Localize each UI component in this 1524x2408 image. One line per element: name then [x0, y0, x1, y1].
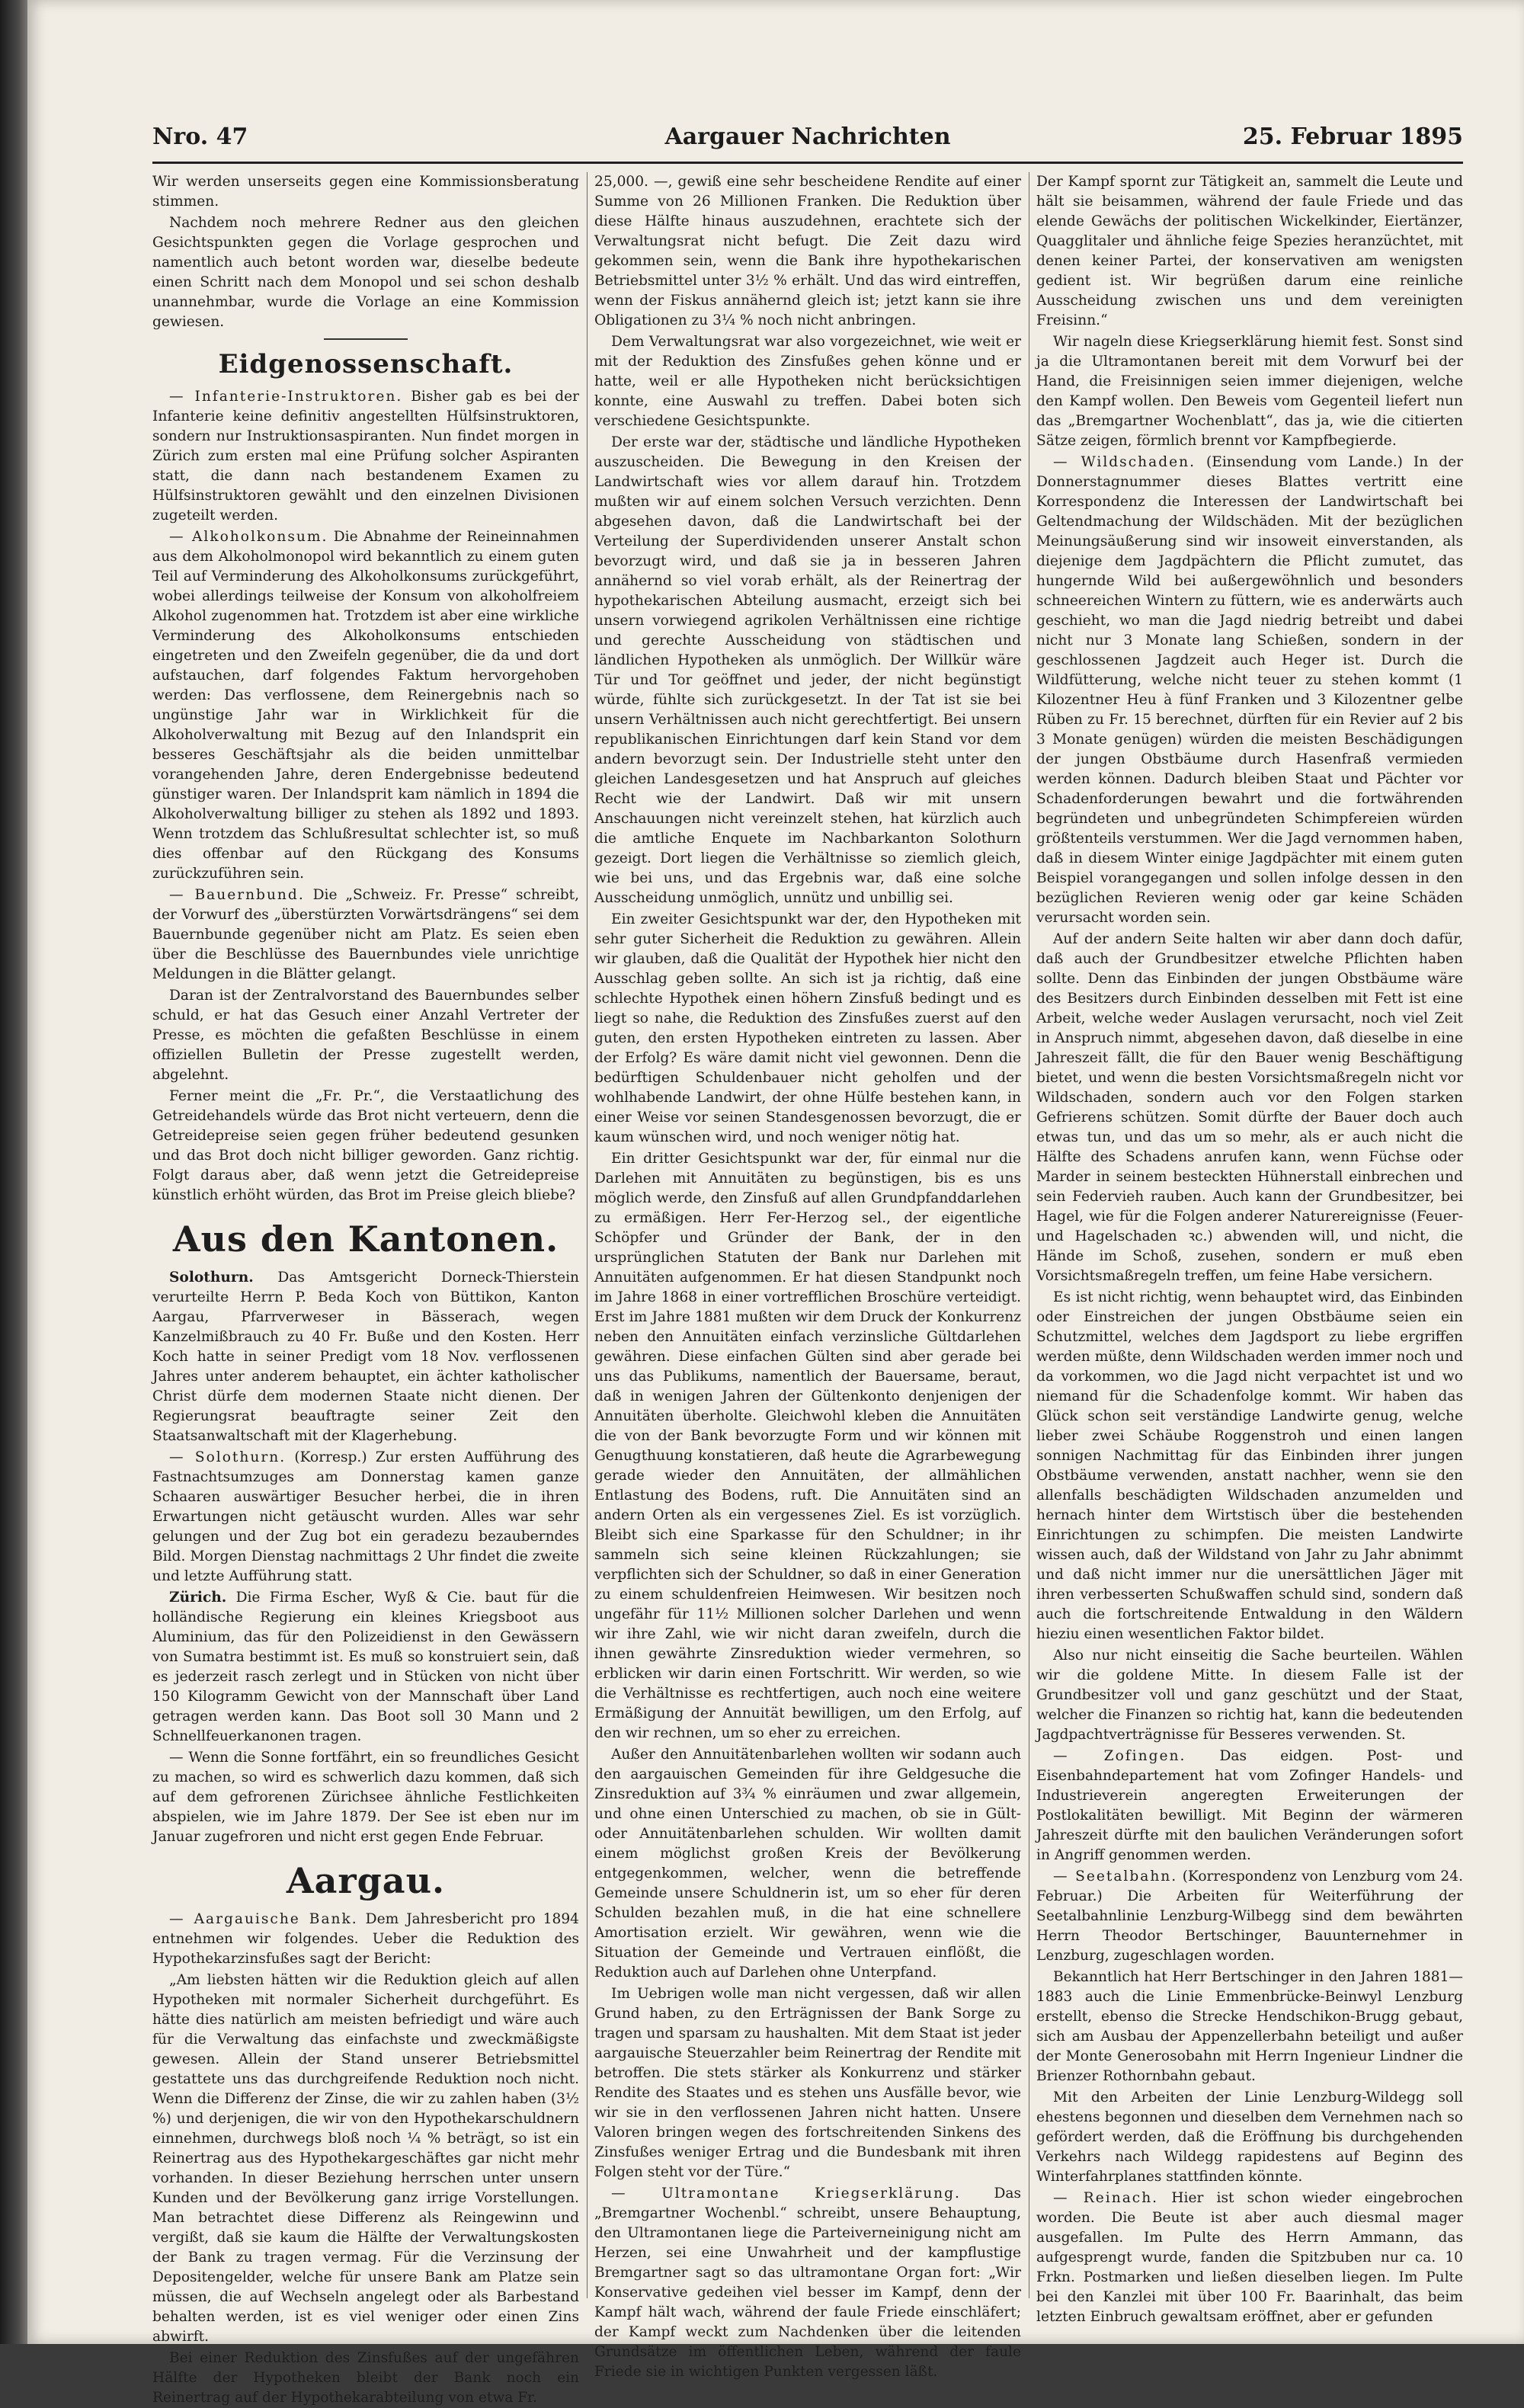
section-heading-aargau: Aargau. — [286, 1860, 446, 1901]
article-text: (Einsendung vom Lande.) In der Donnerstagnummer dieses Blattes vertritt eine Korrespondenz die Interessen der Landwirtschaft bei Geltendmachung der Wildschäden. Mit der bezüglichen Meinungsäußerung sind wir insoweit einverstanden, als diejenige dem Jagdpächtern die Pflicht zumutet, das hungernde Wild bei außergewöhnlich und besonders schneereichen Wintern zu füttern, wie es anderwärts auch geschieht, wo man die Jagd niedrig betreibt und dabei nicht nur 3 Monate lang Schießen, sondern in der geschlossenen Jagdzeit auch Heger ist. Durch die Wildfütterung, welche nicht teuer zu stehen kommt (1 Kilozentner Heu à fünf Franken und 3 Kilozentner gelbe Rüben zu Fr. 15 berechnet, dürften für ein Revier auf 2 bis 3 Monate genügen) würden die meisten Beschädigungen der jungen Obstbäume durch Hasenfraß vermieden werden können. Dadurch bleiben Staat und Pächter vor Schadenforderungen bewahrt und die fortwährenden begründeten und unbegründeten Schimpfereien würden größtenteils verstummen. Wer die Jagd vernommen haben, daß in diesem Winter einige Jagdpächter mit einem guten Beispiel vorangegangen und sollen infolge dessen in den bezüglichen Revieren wenig oder gar keine Schäden verursacht worden sein. — [1036, 454, 1463, 926]
article-paragraph: Nachdem noch mehrere Redner aus den gleichen Gesichtspunkten gegen die Vorlage gesprochen und namentlich auch betont worden war, dieselbe bedeute einen Schritt nach dem Monopol und sei schon deshalb unannehmbar, wurde die Vorlage an eine Kommission gewiesen. — [152, 215, 579, 330]
column-2 — [594, 172, 1021, 2380]
article-lead: — Ultramontane Kriegserklärung. — [611, 2185, 961, 2201]
article-paragraph: Wir werden unserseits gegen eine Kommissionsberatung stimmen. — [152, 174, 579, 210]
article-lead: — Zofingen. — [1053, 1748, 1186, 1764]
article-paragraph — [1036, 1747, 1463, 1865]
article-lead: — Solothurn. — [169, 1449, 287, 1465]
article-paragraph: „Am liebsten hätten wir die Reduktion gleich auf allen Hypotheken mit normaler Sicherheit durchgeführt. Es hätte dies natürlich am meisten befriedigt und wäre auch für die Verwaltung das einfachste und zweckmäßigste gewesen. Allein der Stand unserer Betriebsmittel gestattete uns das durchgreifende Reduktion noch nicht. Wenn die Differenz der Zinse, die wir zu zahlen haben (3½ %) und derjenigen, die wir von den Hypothekarschuldnern einnehmen, durchwegs bloß noch ¼ % beträgt, so ist ein Reinertrag aus des Hypothekargeschäftes gar nicht mehr vorhanden. In dieser Beziehung herrschen unter unsern Kunden und der Bevölkerung ganz irrige Vorstellungen. Man betrachtet diese Differenz als Reingewinn und vergißt, daß sie kaum die Hälfte der Verwaltungskosten der Bank zu tragen vermag. Für die Verzinsung der Depositengelder, welche für unsere Bank am Platze sein müssen, die auf Wechseln angelegt oder als Barbestand behalten werden, ist es viel weniger oder einen Zins abwirft. — [152, 1972, 579, 2345]
article-paragraph: Der erste war der, städtische und ländliche Hypotheken auszuscheiden. Die Bewegung in den Kreisen der Landwirtschaft wies vor allem darauf hin. Trotzdem mußten wir auf einem solchen Versuch verzichten. Denn abgesehen davon, daß die Landwirtschaft bei der Verteilung der Superdividenden unserer Anstalt schon bevorzugt wird, und daß sie ja in besseren Jahren annähernd so viel vorab erhält, als der Reinertrag der hypothekarischen Abteilung ausmacht, erzeigt sich bei unsern vorwiegend agrikolen Verhältnissen eine richtige und gerechte Ausscheidung von städtischen und ländlichen Hypotheken als unmöglich. Der Willkür wäre Tür und Tor geöffnet und jeder, der nicht begünstigt würde, fühlte sich zurückgesetzt. In der Tat ist sie bei unsern Verhältnissen auch nicht gerechtfertigt. Bei unsern republikanischen Einrichtungen darf kein Stand vor dem andern bevorzugt sein. Der Industrielle steht unter den gleichen Landesgesetzen und hat Anspruch auf gleiches Recht wie der Landwirt. Daß wir mit unsern Anschauungen nicht vereinzelt stehen, hat kürzlich auch die amtliche Enquete im Nachbarkanton Solothurn gezeigt. Dort liegen die Verhältnisse so ziemlich gleich, wie bei uns, und das Ergebnis war, daß eine solche Ausscheidung unmöglich, unnütz und unbillig sei. — [594, 434, 1021, 906]
article-paragraph: Ferner meint die „Fr. Pr.“, die Verstaatlichung des Getreidehandels würde das Brot nicht verteuern, denn die Getreidepreise seien gegen früher bedeutend gesunken und das Brot doch nicht billiger geworden. Ganz richtig. Folgt daraus aber, daß wenn jetzt die Getreidepreise künstlich erhöht würden, das Brot im Preise gleich bliebe? — [152, 1088, 579, 1203]
article-paragraph — [152, 1268, 579, 1446]
article-lead: — Bauernbund. — [169, 887, 305, 903]
article-lead: — Aargauische Bank. — [169, 1911, 358, 1927]
column-3 — [1036, 172, 1463, 2325]
article-text: Das eidgen. Post- und Eisenbahndepartement hat vom Zofinger Handels- und Industrieverein angeregten Erweiterungen der Postlokalitäten bewilligt. Mit Beginn der wärmeren Jahreszeit dürfte mit den baulichen Veränderungen sofort in Angriff genommen werden. — [1036, 1748, 1463, 1863]
issue-number: Nro. 47 — [152, 123, 248, 150]
article-paragraph: Ein dritter Gesichtspunkt war der, für einmal nur die Darlehen mit Annuitäten zu begünstigen, bis es uns möglich werde, den Zinsfuß auf allen Grundpfanddarlehen zu ermäßigen. Herr Fer-Herzog sel., der eigentliche Schöpfer und Gründer der Bank, der in den ursprünglichen Statuten der Bank nur Darlehen mit Annuitäten aufgenommen. Er hat diesen Standpunkt noch im Jahre 1868 in einer vortrefflichen Broschüre verteidigt. Erst im Jahre 1881 mußten wir dem Druck der Konkurrenz neben den Annuitäten einfach verzinsliche Gültdarlehen gewähren. Diese einfachen Gülten sind aber gerade bei uns das Publikums, namentlich der Bauersame, beraut, daß in wenigen Jahren der Gültenkonto denjenigen der Annuitäten überholte. Gleichwohl kleben die Annuitäten die von der Bank bevorzugte Form und wir können mit Genugthuung konstatieren, daß heute die Agrarbewegung gerade wieder den Annuitäten, der allmählichen Entlastung des Bodens, ruft. Die Annuitäten sind an andern Orten als ein vergessenes Ziel. Es ist vorzüglich. Bleibt sich eine Sparkasse für den Schuldner; in ihr sammeln sich seine kleinen Rückzahlungen; sie verpflichten sich der Schuldner, so daß in einer Generation zu einem schuldenfreien Heimwesen. Wir besitzen noch ungefähr für 11½ Millionen solcher Darlehen und wenn wir ihre Zahl, wie wir nicht daran zweifeln, durch die ihnen gewährte Zinsreduktion wieder vermehren, so erblicken wir darin einen Fortschritt. Wir werden, so wie die Verhältnisse es rechtfertigen, auch noch eine weitere Ermäßigung der Annuität bewilligen, um den Erfolg, auf den wir rechnen, um so eher zu erreichen. — [594, 1151, 1021, 1741]
article-text: Das „Bremgartner Wochenbl.“ schreibt, unsere Behauptung, den Ultramontanen liege die Parteiverneinigung nicht am Herzen, sei eine Unwahrheit und der kampflustige Bremgartner sagt so das ultramontane Organ fort: „Wir Konservative gedeihen viel besser im Kampf, denn der Kampf hält wach, während der faule Friede einschläfert; der Kampf weckt zum Nachdenken über die leitenden Grundsätze im öffentlichen Leben, während der faule Friede sie in wichtigen Punkten vergessen läßt. — [594, 2185, 1021, 2380]
article-paragraph — [152, 527, 579, 884]
article-paragraph: Bekanntlich hat Herr Bertschinger in den Jahren 1881—1883 auch die Linie Emmenbrücke-Beinwyl Lenzburg erstellt, ebenso die Strecke Hendschikon-Brugg gebaut, sich am Ausbau der Appenzellerbahn beteiligt und außer der Monte Generosobahn mit Herrn Ingenieur Lindner die Brienzer Rothornbahn gebaut. — [1036, 1969, 1463, 2084]
article-paragraph — [152, 885, 579, 985]
article-paragraph — [1036, 2189, 1463, 2327]
article-paragraph: Bei einer Reduktion des Zinsfußes auf der ungefähren Hälfte der Hypotheken bleibt der Bank noch ein Reinertrag auf der Hypothekarabteilung von etwa Fr. — [152, 2350, 579, 2406]
article-lead: — Wildschaden. — [1053, 454, 1196, 470]
article-text: (Korrespondenz von Lenzburg vom 24. Februar.) Die Arbeiten für Weiterführung der Seetalbahnlinie Lenzburg-Wilbegg sind dem bewährten Herrn Theodor Bertschinger, Bauunternehmer in Lenzburg, zugeschlagen worden. — [1036, 1868, 1463, 1964]
article-paragraph: Ein zweiter Gesichtspunkt war der, den Hypotheken mit sehr guter Sicherheit die Reduktion zu gewähren. Allein wir glauben, daß die Qualität der Hypothek hier nicht den Ausschlag geben sollte. An sich ist ja richtig, daß eine schlechte Hypothek einen höhern Zinsfuß bedingt und es liegt so nahe, die Reduktion des Zinsfußes zuerst auf den guten, den ersten Hypotheken eintreten zu lassen. Aber der Erfolg? Es wäre damit nicht viel gewonnen. Denn die bedürftigen Schuldenbauer nicht geholfen und der wohlhabende Landwirt, der ohne Hülfe bestehen kann, in einer Weise vor seinen Standesgenossen bevorzugt, die er kaum wünschen wird, und noch weniger nötig hat. — [594, 911, 1021, 1145]
article-text: Das Amtsgericht Dorneck-Thierstein verurteilte Herrn P. Beda Koch von Büttikon, Kanton Aargau, Pfarrverweser in Bässerach, wegen Kanzelmißbrauch zu 40 Fr. Buße und den Kosten. Herr Koch hatte in seiner Predigt vom 18 Nov. verflossenen Jahres unter anderem behauptet, ein ächter katholischer Christ dürfe dem modernen Staate nicht dienen. Der Regierungsrat beauftragte seiner Zeit den Staatsanwaltschaft mit der Klagerhebung. — [152, 1270, 579, 1444]
article-paragraph: Außer den Annuitätenbarlehen wollten wir sodann auch den aargauischen Gemeinden für ihre Geldgesuche die Zinsreduktion auf 3¾ % einräumen und zwar allgemein, und ohne einen Unterschied zu machen, ob sie in Gült- oder Annuitätenbarlehen schulden. Wir wollten damit einem möglichst großen Kreis der Bevölkerung entgegenkommen, welcher, wenn die betreffende Gemeinde unsere Schuldnerin ist, um so eher für deren Schulden bezahlen muß, in die hat eine schnellere Amortisation erzielt. Wir gewähren, wenn wie die Situation der Gemeinde und Vertrauen einflößt, die Reduktion auch auf Darlehen ohne Unterpfand. — [594, 1747, 1021, 1981]
article-paragraph — [152, 1588, 579, 1747]
article-paragraph — [152, 1910, 579, 1969]
issue-date: 25. Februar 1895 — [1242, 123, 1463, 150]
article-paragraph — [594, 2184, 1021, 2382]
article-paragraph: Dem Verwaltungsrat war also vorgezeichnet, wie weit er mit der Reduktion des Zinsfußes gehen könne und er hatte, weil er alle Hypotheken nicht berücksichtigen konnte, eine Auswahl zu treffen. Dabei boten sich verschiedene Gesichtspunkte. — [594, 334, 1021, 429]
column-divider — [587, 172, 588, 2298]
masthead-title: Aargauer Nachrichten — [664, 123, 951, 150]
article-paragraph: — Wenn die Sonne fortfährt, ein so freundliches Gesicht zu machen, so wird es schwerlich dazu kommen, daß sich auf dem gefrorenen Zürichsee ähnliche Festlichkeiten abspielen, wie im Jahre 1879. Der See ist eben nur im Januar zugefroren und nicht erst gegen Ende Februar. — [152, 1750, 579, 1845]
article-text: Die Abnahme der Reineinnahmen aus dem Alkoholmonopol wird bekanntlich zu einem guten Teil auf Verminderung des Alkoholkonsums zurückgeführt, wobei allerdings teilweise der Konsum von alkoholfreiem Alkohol zugenommen hat. Trotzdem ist aber eine wirkliche Verminderung des Alkoholkonsums entschieden eingetreten und den Zweifeln gegenüber, die da und dort aufstauchen, darf folgendes Faktum hervorgehoben werden: Das verflossene, dem Reinergebnis nach so ungünstige Jahr war in Wirklichkeit für die Alkoholverwaltung mit Bezug auf den Inlandsprit ein besseres Geschäftsjahr als die beiden unmittelbar vorangehenden Jahre, deren Endergebnisse bedeutend günstiger waren. Der Inlandsprit kam nämlich in 1894 die Alkoholverwaltung billiger zu stehen als 1892 und 1893. Wenn trotzdem das Schlußresultat schlechter ist, so muß dies offenbar auf den Rückgang des Konsums zurückzuführen sein. — [152, 529, 579, 882]
article-paragraph — [1036, 1867, 1463, 1966]
article-paragraph — [1036, 453, 1463, 928]
article-paragraph — [152, 1448, 579, 1587]
article-lead: — Reinach. — [1053, 2190, 1159, 2206]
article-text: Hier ist schon wieder eingebrochen worden. Die Beute ist aber auch diesmal mager ausgefallen. Im Pulte des Herrn Ammann, das aufgesprengt wurde, fanden die Spitzbuben nur ca. 10 Frkn. Postmarken und ließen dieselben liegen. Im Pulte bei den Kanzlei mit über 100 Fr. Baarinhalt, das beim letzten Einbruch gewaltsam eröffnet, aber er gefunden — [1036, 2190, 1463, 2325]
article-text: Die „Schweiz. Fr. Presse“ schreibt, der Vorwurf des „überstürzten Vorwärtsdrängens“ sei dem Bauernbunde gegenüber nicht am Platz. Es seien eben über die Beschlüsse des Bauernbundes viele unrichtige Meldungen in die Blätter gelangt. — [152, 887, 580, 982]
article-paragraph: Im Uebrigen wolle man nicht vergessen, daß wir allen Grund haben, zu den Erträgnissen der Bank Sorge zu tragen und sparsam zu haushalten. Mit dem Staat ist jeder aargauische Steuerzahler beim Reinertrag der Rendite mit betroffen. Die stets stärker als Konkurrenz und stärker Rendite des Staates und es stehen uns Ausfälle bevor, wie wir sie in den verflossenen Jahren nicht hatten. Unsere Valoren bringen wegen des fortschreitenden Sinkens des Zinsfußes weniger Ertrag und die Bundesbank mit ihren Folgen steht vor der Türe.“ — [594, 1986, 1021, 2180]
section-rule — [324, 338, 408, 340]
article-paragraph: Es ist nicht richtig, wenn behauptet wird, das Einbinden oder Einstreichen der jungen Obstbäume seien ein Schutzmittel, welches dem Jagdsport zu liebe ergriffen werden müßte, denn Wildschaden werden immer noch und da vorkommen, wo die Jagd nicht verpachtet ist und wo niemand für die Schadenfolge kommt. Wir haben das Glück schon seit verständige Landwirte genug, welche lieber zwei Schäube Roggenstroh und einen langen sonnigen Nachmittag für das Einbinden ihrer jungen Obstbäume verwenden, anstatt nachher, wenn sie den allenfalls beschädigten Wildschaden anzumelden und hernach hinter dem Wirtstisch über die bestehenden Einrichtungen zu schimpfen. Die meisten Landwirte wissen auch, daß der Wildstand von Jahr zu Jahr abnimmt und daß nicht immer nur die unersättlichen Jäger mit ihren verbesserten Schußwaffen schuld sind, sondern daß auch die fortschreitende Entwaldung in den Wäldern hieziu einen wesentlichen Faktor bildet. — [1036, 1289, 1463, 1642]
header-rule — [152, 162, 1463, 164]
article-paragraph: Wir nageln diese Kriegserklärung hiemit fest. Sonst sind ja die Ultramontanen bereit mit dem Vorwurf bei der Hand, die Freisinnigen seien immer diejenigen, welche den Kampf wollen. Den Beweis vom Gegenteil liefert nun das „Bremgartner Wochenblatt“, das ja, wie die citierten Sätze zeigen, förmlich brennt vor Kampfbegierde. — [1036, 334, 1463, 449]
article-lead: Zürich. — [169, 1590, 227, 1606]
article-lead: Solothurn. — [169, 1270, 254, 1286]
article-lead: — Alkoholkonsum. — [169, 529, 328, 545]
article-paragraph: Mit den Arbeiten der Linie Lenzburg-Wildegg soll ehestens begonnen und dieselben dem Vernehmen nach so gefördert werden, daß die Eröffnung bis durchgehenden Verkehrs nach Wildegg rapidestens auf Beginn des Winterfahrplanes stattfinden könnte. — [1036, 2089, 1463, 2185]
scan-edge-shadow — [0, 0, 30, 2344]
column-1 — [152, 172, 580, 2406]
article-paragraph: Auf der andern Seite halten wir aber dann doch dafür, daß auch der Grundbesitzer etwelche Pflichten haben sollte. Denn das Einbinden der jungen Obstbäume wäre des Besitzers durch Einbinden desselben mit Fett ist eine Arbeit, welche weder Auslagen verursacht, noch viel Zeit in Anspruch nimmt, abgesehen davon, daß dieselbe in eine Jahreszeit fällt, die für den Bauer wenig Beschäftigung bietet, und wenn die besten Vorsichtsmaßregeln nicht vor Wildschaden, sondern auch vor den Folgen starken Gefrierens schützen. Somit dürfte der Bauer doch auch etwas tun, und das um so mehr, als er auch nicht die Hälfte des Schadens anrufen kann, wenn Füchse oder Marder in seinem besteckten Hühnerstall einbrechen und sein Federvieh rauben. Auch kann der Grundbesitzer, bei Hagel, wie für die Folgen anderer Naturereignisse (Feuer- und Hagelschaden ꝛc.) abwenden will, und nicht, die Hände im Schoß, zusehen, sondern er muß eben Vorsichtsmaßregeln treffen, um feine Habe versichern. — [1036, 931, 1463, 1284]
article-paragraph: Daran ist der Zentralvorstand des Bauernbundes selber schuld, er hat das Gesuch einer Anzahl Vertreter der Presse, es möchten die gefaßten Beschlüsse in einem offiziellen Bulletin der Presse zugestellt werden, abgelehnt. — [152, 988, 579, 1083]
article-text: (Korresp.) Zur ersten Aufführung des Fastnachtsumzuges am Donnerstag kamen ganze Schaaren auswärtiger Besucher herbei, die in ihren Erwartungen nicht getäuscht wurden. Alles war sehr gelungen und der Zug bot ein geradezu bezauberndes Bild. Morgen Dienstag nachmittags 2 Uhr findet die zweite und letzte Aufführung statt. — [152, 1449, 580, 1584]
article-text: Dem Jahresbericht pro 1894 entnehmen wir folgendes. Ueber die Reduktion des Hypothekarzinsfußes sagt der Bericht: — [152, 1911, 580, 1967]
article-text: Die Firma Escher, Wyß & Cie. baut für die holländische Regierung ein kleines Kriegsboot aus Aluminium, das für den Polizeidienst in den Gewässern von Sumatra bestimmt ist. Es muß so konstruiert sein, daß es jederzeit rasch zerlegt und in Stücken von nicht über 150 Kilogramm Gewicht von der Mannschaft über Land getragen werden kann. Das Boot soll 30 Mann und 2 Schnellfeuerkanonen tragen. — [152, 1590, 579, 1744]
article-paragraph — [152, 387, 579, 526]
article-lead: — Infanterie-Instruktoren. — [169, 389, 403, 405]
article-paragraph: 25,000. —, gewiß eine sehr bescheidene Rendite auf einer Summe von 26 Millionen Franken. Die Reduktion über diese Hälfte hinaus auszudehnen, erachtete sich der Verwaltungsrat nicht befugt. Die Zeit dazu wird gekommen sein, wenn die Bank ihre hypothekarischen Betriebsmittel unter 3½ % erhält. Und das wird eintreffen, wenn der Fiskus annähernd gleich ist; jetzt kann sie ihre Obligationen zu 3¼ % noch nicht anbringen. — [594, 174, 1021, 328]
section-heading-kantone: Aus den Kantonen. — [172, 1218, 559, 1260]
article-text: Bisher gab es bei der Infanterie keine definitiv angestellten Hülfsinstruktoren, sondern nur Instruktionsaspiranten. Nun findet morgen in Zürich zum ersten mal eine Prüfung solcher Aspiranten statt, die dann nach bestandenem Examen zu Hülfsinstruktoren gewählt und den einzelnen Divisionen zugeteilt werden. — [152, 389, 580, 524]
page-header — [152, 123, 1463, 157]
article-paragraph: Der Kampf spornt zur Tätigkeit an, sammelt die Leute und hält sie beisammen, während der faule Friede und das elende Gewächs der politischen Wickelkinder, Eiertänzer, Quagglitaler und ähnliche feige Spezies heranzüchtet, mit denen keiner Partei, der konservativen am wenigsten gedient ist. Wir begrüßen darum eine reinliche Ausscheidung zwischen uns und dem vereinigten Freisinn.“ — [1036, 174, 1463, 328]
article-lead: — Seetalbahn. — [1053, 1868, 1178, 1884]
article-paragraph: Also nur nicht einseitig die Sache beurteilen. Wählen wir die goldene Mitte. In diesem Falle ist der Grundbesitzer voll und ganz geschützt und der Staat, welcher die Finanzen so richtig hat, kann die bedeutenden Jagdpachtverträgnisse für Besseres verwenden. St. — [1036, 1647, 1463, 1743]
section-heading-eidgenossenschaft: Eidgenossenschaft. — [218, 349, 514, 379]
